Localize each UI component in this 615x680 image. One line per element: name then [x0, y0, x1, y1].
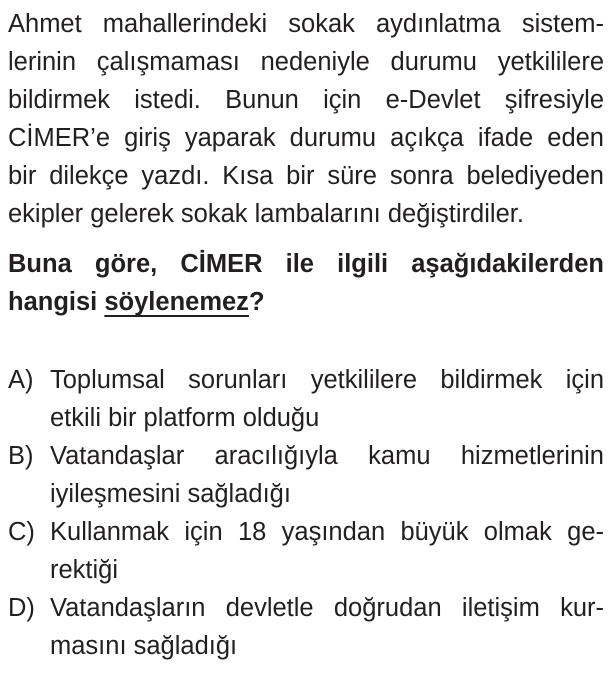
- option-c-text-2: rektiği: [50, 556, 119, 584]
- option-b-line-2: [8, 476, 604, 514]
- question-prefix: hangisi: [8, 288, 105, 316]
- option-d-line-1: [8, 590, 604, 628]
- option-b-text-1: Vatandaşlar aracılığıyla kamu hizmetlerinin: [50, 442, 604, 470]
- option-a-line-1: [8, 362, 604, 400]
- option-c-line-2: [8, 552, 604, 590]
- option-b-line-1: [8, 438, 604, 476]
- passage-line-6: ekipler gelerek sokak lambalarını değiştirdiler.: [8, 200, 524, 228]
- option-d-line-2: [8, 628, 604, 666]
- question-mark: ?: [248, 288, 265, 316]
- passage-line-2: lerinin çalışmaması nedeniyle durumu yetkililere: [8, 48, 604, 76]
- option-c-letter: C): [8, 518, 35, 546]
- option-a-line-2: [8, 400, 604, 438]
- question-line-2: [8, 284, 604, 322]
- option-b-text-2: iyileşmesini sağladığı: [50, 480, 291, 508]
- negation-keyword: söylenemez: [104, 288, 249, 316]
- option-a-text-2: etkili bir platform olduğu: [50, 404, 320, 432]
- option-c-line-1: [8, 514, 604, 552]
- option-a-letter: A): [8, 366, 34, 394]
- passage-line-1: Ahmet mahallerindeki sokak aydınlatma sistem-: [8, 10, 604, 38]
- passage-line-3: bildirmek istedi. Bunun için e-Devlet şifresiyle: [8, 86, 604, 114]
- passage-line-4: CİMER’e giriş yaparak durumu açıkça ifade eden: [8, 124, 604, 152]
- option-d-letter: D): [8, 594, 35, 622]
- option-d-text-1: Vatandaşların devletle doğrudan iletişim kur-: [50, 594, 604, 622]
- option-d-text-2: masını sağladığı: [50, 632, 238, 660]
- option-c-text-1: Kullanmak için 18 yaşından büyük olmak ge-: [50, 518, 604, 546]
- passage-line-5: bir dilekçe yazdı. Kısa bir süre sonra belediyeden: [8, 162, 604, 190]
- option-a-text-1: Toplumsal sorunları yetkililere bildirmek için: [50, 366, 604, 394]
- question-line-1: Buna göre, CİMER ile ilgili aşağıdakilerden: [8, 250, 604, 278]
- option-b-letter: B): [8, 442, 34, 470]
